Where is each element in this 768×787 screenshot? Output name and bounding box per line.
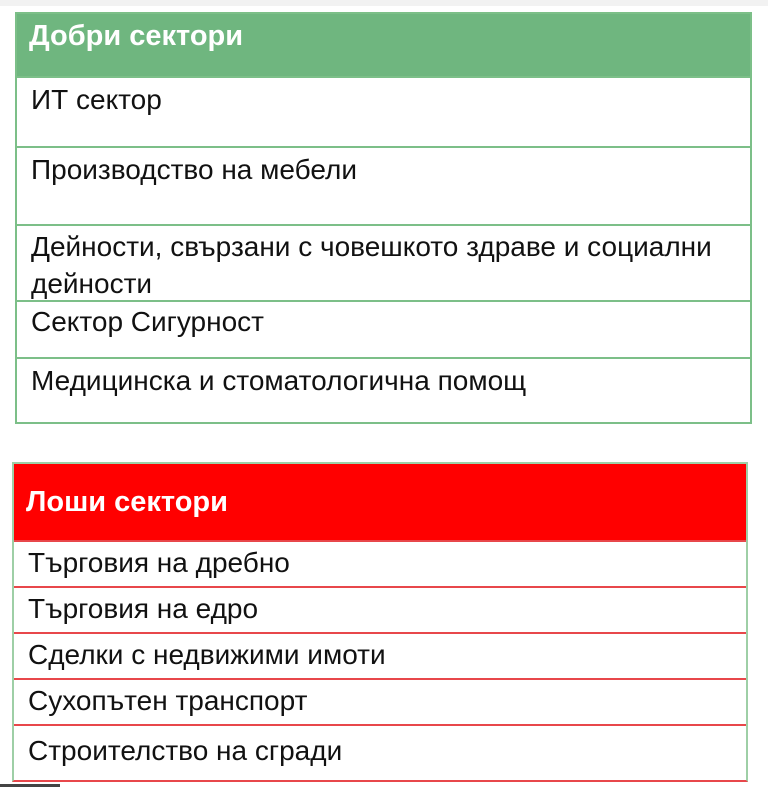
bad-sectors-header: Лоши сектори (14, 464, 746, 540)
bad-sector-row: Строителство на сгради (14, 724, 746, 783)
good-sector-row: Медицинска и стоматологична помощ (17, 357, 750, 422)
good-sector-row: ИТ сектор (17, 76, 750, 146)
bad-sector-row: Търговия на дребно (14, 540, 746, 586)
good-sector-row: Производство на мебели (17, 146, 750, 224)
bad-sector-row: Сделки с недвижими имоти (14, 632, 746, 678)
bad-sectors-table (12, 462, 748, 782)
bad-sector-row: Търговия на едро (14, 586, 746, 632)
good-sector-row: Дейности, свързани с човешкото здраве и социални дейности (17, 224, 750, 300)
good-sectors-table (15, 12, 752, 424)
bad-sector-row: Сухопътен транспорт (14, 678, 746, 724)
top-strip (0, 0, 768, 6)
good-sector-row: Сектор Сигурност (17, 300, 750, 357)
good-sectors-header: Добри сектори (17, 14, 750, 76)
